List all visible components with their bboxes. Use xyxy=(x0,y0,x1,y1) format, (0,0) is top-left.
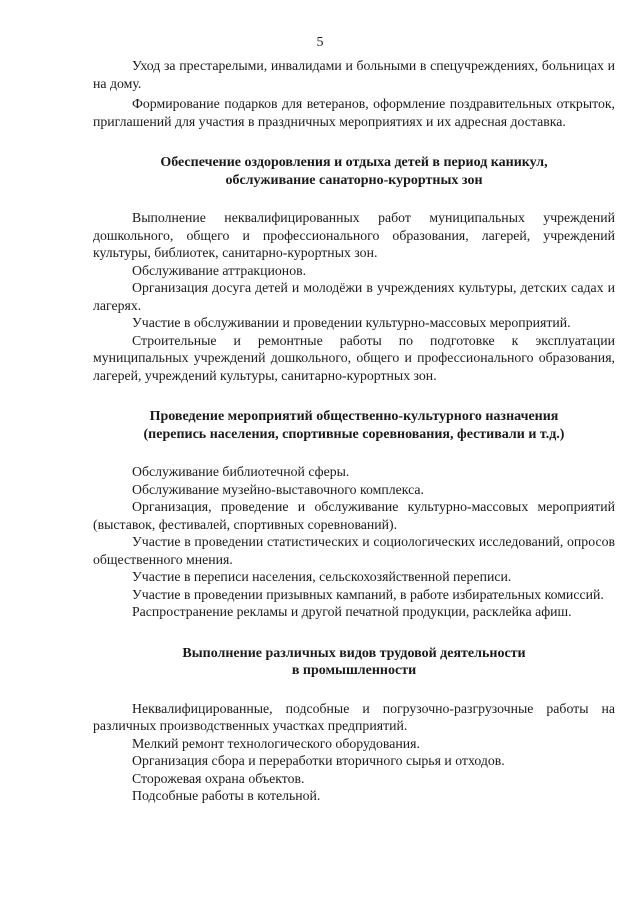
section-heading-line: в промышленности xyxy=(291,663,417,678)
paragraph: Сторожевая охрана объектов. xyxy=(132,770,305,786)
paragraph: Распространение рекламы и другой печатной продукции, расклейка афиш. xyxy=(132,604,572,619)
section-heading-line: Обеспечение оздоровления и отдыха детей в период каникул, xyxy=(160,155,548,170)
document-body xyxy=(93,53,615,805)
paragraph: Участие в переписи населения, сельскохозяйственной переписи. xyxy=(132,569,512,584)
section-heading xyxy=(93,645,615,680)
paragraph: Участие в проведении призывных кампаний, в работе избирательных комиссий. xyxy=(132,586,604,602)
paragraph: Организация досуга детей и молодёжи в учреждениях культуры, детских садах и лагерях. xyxy=(93,280,615,313)
section-heading-line: Проведение мероприятий общественно-культурного назначения xyxy=(149,409,559,424)
paragraph: Строительные и ремонтные работы по подготовке к эксплуатации муниципальных учреждений дошкольного, общего и профессионального образования, лагерей, учреждений культуры, санитарно-курортных зон. xyxy=(93,332,615,383)
paragraph: Организация сбора и переработки вторичного сырья и отходов. xyxy=(132,753,505,768)
paragraph: Формирование подарков для ветеранов, оформление поздравительных открыток, приглашений для участия в праздничных мероприятиях и их адресная доставка. xyxy=(93,96,615,129)
section-heading xyxy=(93,154,615,189)
section-heading-line: Выполнение различных видов трудовой деятельности xyxy=(182,645,526,661)
paragraph: Подсобные работы в котельной. xyxy=(132,788,321,803)
page-number: 5 xyxy=(316,35,324,50)
paragraph: Мелкий ремонт технологического оборудования. xyxy=(132,735,420,751)
paragraph: Уход за престарелыми, инвалидами и больными в спецучреждениях, больницах и на дому. xyxy=(93,58,615,91)
paragraph: Неквалифицированные, подсобные и погрузочно-разгрузочные работы на различных производственных участках предприятий. xyxy=(93,700,615,733)
paragraph: Обслуживание библиотечной сферы. xyxy=(132,464,350,479)
paragraph: Выполнение неквалифицированных работ муниципальных учреждений дошкольного, общего и профессионального образования, лагерей, учреждений культуры, библиотек, санитарно-курортных зон. xyxy=(93,210,615,260)
section-heading-line: (перепись населения, спортивные соревнования, фестивали и т.д.) xyxy=(143,426,565,442)
section-heading-line: обслуживание санаторно-курортных зон xyxy=(225,172,483,188)
paragraph: Участие в обслуживании и проведении культурно-массовых мероприятий. xyxy=(132,315,571,330)
paragraph: Участие в проведении статистических и социологических исследований, опросов общественного мнения. xyxy=(93,534,615,567)
paragraph: Обслуживание аттракционов. xyxy=(132,262,307,278)
paragraph: Обслуживание музейно-выставочного комплекса. xyxy=(132,481,424,497)
paragraph: Организация, проведение и обслуживание культурно-массовых мероприятий (выставок, фестивалей, спортивных соревнований). xyxy=(93,499,615,532)
section-heading xyxy=(93,408,615,443)
